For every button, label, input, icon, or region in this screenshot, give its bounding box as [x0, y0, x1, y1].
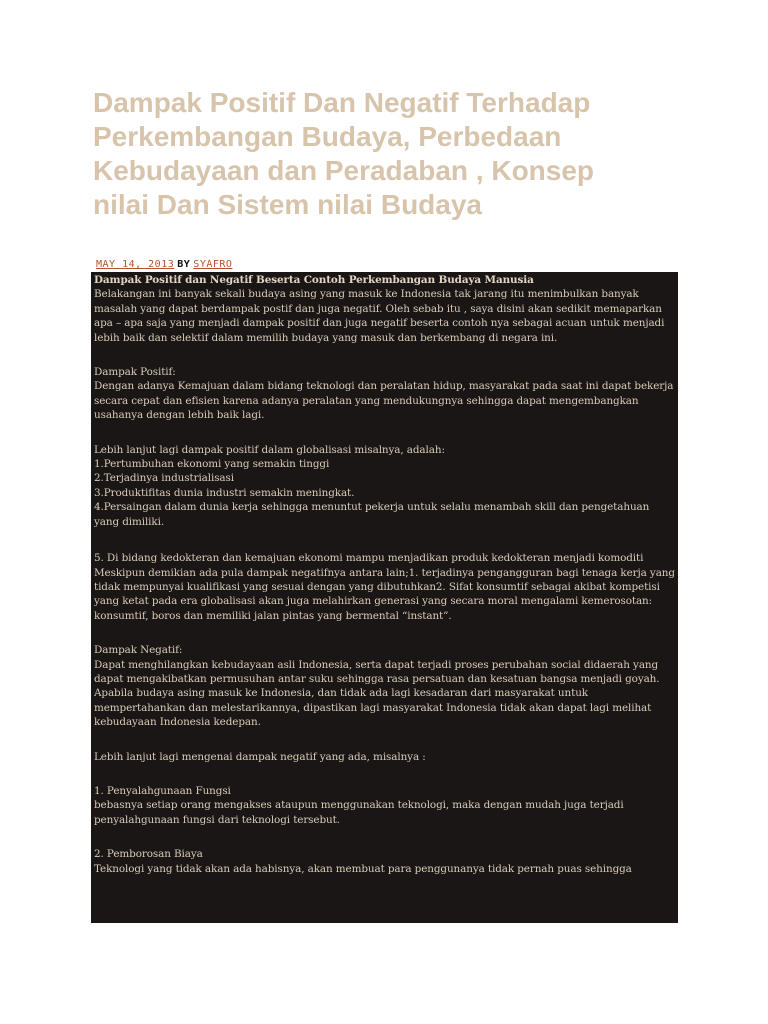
- positive-paragraph: Dengan adanya Kemajuan dalam bidang teknologi dan peralatan hidup, masyarakat pada saat ini dapat bekerja secara cepat dan efisien karena adanya peralatan yang mendukungnya sehingga dapat mengembangkan usahanya dengan lebih baik lagi.: [94, 380, 674, 422]
- positive-list-item: 4.Persaingan dalam dunia kerja sehingga menuntut pekerja untuk selalu menambah skill dan pengetahuan yang dimiliki.: [94, 501, 650, 528]
- content-heading: Dampak Positif dan Negatif Beserta Contoh Perkembangan Budaya Manusia: [94, 274, 534, 286]
- author-link[interactable]: SYAFRO: [193, 259, 233, 270]
- negative-paragraph-2: Apabila budaya asing masuk ke Indonesia, dan tidak ada lagi kesadaran dari masyarakat untuk mempertahankan dan melestarikannya, dipastikan lagi masyarakat Indonesia tidak akan dapat lagi melihat kebudayaan Indonesia kedepan.: [94, 687, 652, 729]
- positive-list-item: 1.Pertumbuhan ekonomi yang semakin tinggi: [94, 458, 330, 471]
- positive-list-intro: Lebih lanjut lagi dampak positif dalam globalisasi misalnya, adalah:: [94, 443, 445, 456]
- negative-paragraph-1: Dapat menghilangkan kebudayaan asli Indonesia, serta dapat terjadi proses perubahan social didaerah yang dapat mengakibatkan permusuhan antar suku sehingga rasa persatuan dan kesatuan bangsa menjadi goyah.: [94, 658, 660, 685]
- article-body: [91, 272, 678, 923]
- negative-item-2-title: 2. Pemborosan Biaya: [94, 848, 203, 861]
- by-label: BY: [177, 259, 191, 270]
- negative-label: Dampak Negatif:: [94, 644, 183, 657]
- post-date-link[interactable]: MAY 14, 2013: [96, 259, 175, 270]
- negative-item-1-text: bebasnya setiap orang mengakses ataupun menggunakan teknologi, maka dengan mudah juga terjadi penyalahgunaan fungsi dari teknologi tersebut.: [94, 799, 624, 826]
- positive-list-item: 2.Terjadinya industrialisasi: [94, 472, 234, 485]
- article-title: Dampak Positif Dan Negatif Terhadap Perkembangan Budaya, Perbedaan Kebudayaan dan Peradaban , Konsep nilai Dan Sistem nilai Budaya: [93, 87, 595, 220]
- intro-paragraph: Belakangan ini banyak sekali budaya asing yang masuk ke Indonesia tak jarang itu menimbulkan banyak masalah yang dapat berdampak postif dan juga negatif. Oleh sebab itu , saya disini akan sedikit memaparkan apa – apa saja yang menjadi dampak positif dan juga negatif beserta contoh nya sebagai acuan untuk menjadi lebih baik dan selektif dalam memilih budaya yang masuk dan berkembang di negara ini.: [94, 288, 665, 344]
- negative-item-2-text: Teknologi yang tidak akan ada habisnya, akan membuat para penggunanya tidak pernah puas sehingga: [94, 862, 632, 875]
- positive-list-item: 3.Produktifitas dunia industri semakin meningkat.: [94, 486, 355, 499]
- negative-item-1-title: 1. Penyalahgunaan Fungsi: [94, 784, 231, 797]
- positive-label: Dampak Positif:: [94, 366, 176, 379]
- post-meta: [96, 259, 232, 270]
- negative-list-intro: Lebih lanjut lagi mengenai dampak negatif yang ada, misalnya :: [94, 750, 426, 763]
- point-5-paragraph: 5. Di bidang kedokteran dan kemajuan ekonomi mampu menjadikan produk kedokteran menjadi komoditi Meskipun demikian ada pula dampak negatifnya antara lain;1. terjadinya pengangguran bagi tenaga kerja yang tidak mempunyai kualifikasi yang sesuai dengan yang dibutuhkan2. Sifat konsumtif sebagai akibat kompetisi yang ketat pada era globalisasi akan juga melahirkan generasi yang secara moral mengalami kemerosotan: konsumtif, boros dan memiliki jalan pintas yang bermental “instant”.: [94, 552, 675, 622]
